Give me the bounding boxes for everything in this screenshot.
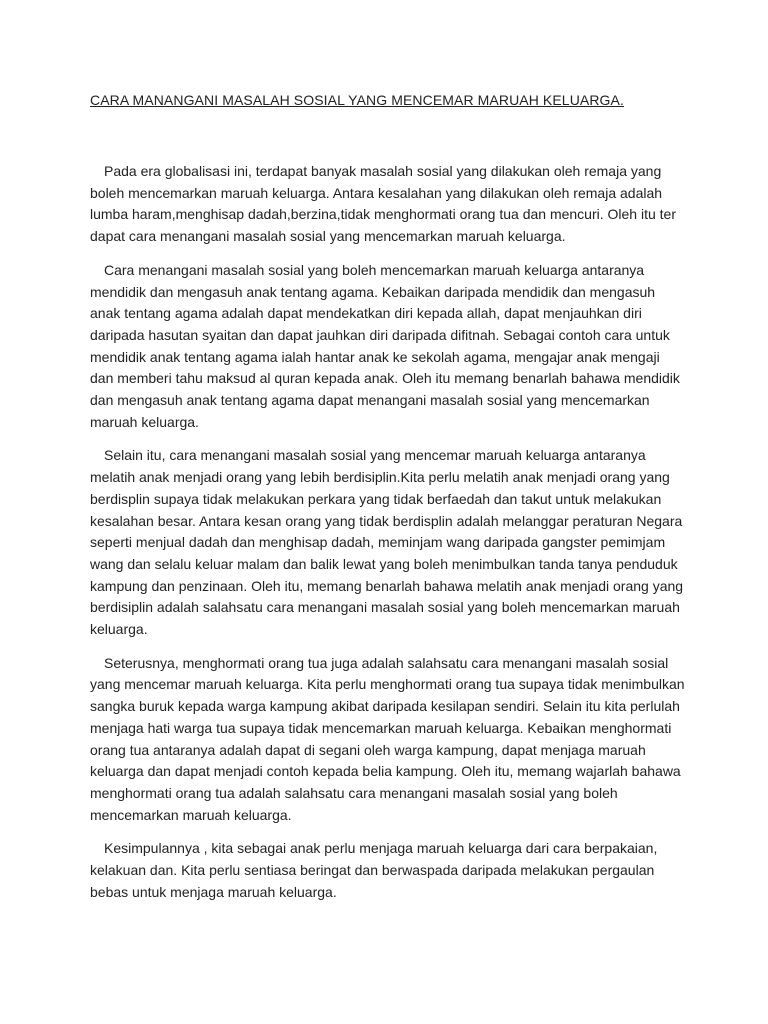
paragraph-religious-education: Cara menangani masalah sosial yang boleh mencemarkan maruah keluarga antaranya mendidik dan mengasuh anak tentang agama. Kebaikan daripada mendidik dan mengasuh anak tentang agama adalah dapat mendekatkan diri kepada allah, dapat menjauhkan diri daripada hasutan syaitan dan dapat jauhkan diri daripada difitnah. Sebagai contoh cara untuk mendidik anak tentang agama ialah hantar anak ke sekolah agama, mengajar anak mengaji dan memberi tahu maksud al quran kepada anak. Oleh itu memang benarlah bahawa mendidik dan mengasuh anak tentang agama dapat menangani masalah sosial yang mencemarkan maruah keluarga. [90,261,680,430]
paragraph-discipline: Selain itu, cara menangani masalah sosial yang mencemar maruah keluarga antaranya melatih anak menjadi orang yang lebih berdisiplin.Kita perlu melatih anak menjadi orang yang berdisplin supaya tidak melakukan perkara yang tidak berfaedah dan takut untuk melakukan kesalahan besar. Antara kesan orang yang tidak berdisplin adalah melanggar peraturan Negara seperti menjual dadah dan menghisap dadah, meminjam wang daripada gangster pemimjam wang dan selalu keluar malam dan balik lewat yang boleh menimbulkan tanda tanya penduduk kampung dan penzinaan. Oleh itu, memang benarlah bahawa melatih anak menjadi orang yang berdisiplin adalah salahsatu cara menangani masalah sosial yang boleh mencemarkan maruah keluarga. [90,447,684,638]
document-body [90,161,686,916]
document-title: CARA MANANGANI MASALAH SOSIAL YANG MENCEMAR MARUAH KELUARGA. [90,92,624,108]
paragraph-respect-elders: Seterusnya, menghormati orang tua juga adalah salahsatu cara menangani masalah sosial yang mencemar maruah keluarga. Kita perlu menghormati orang tua supaya tidak menimbulkan sangka buruk kepada warga kampung akibat daripada kesilapan sendiri. Selain itu kita perlulah menjaga hati warga tua supaya tidak mencemarkan maruah keluarga. Kebaikan menghormati orang tua antaranya adalah dapat di segani oleh warga kampung, dapat menjaga maruah keluarga dan dapat menjadi contoh kepada belia kampung. Oleh itu, memang wajarlah bahawa menghormati orang tua adalah salahsatu cara menangani masalah sosial yang boleh mencemarkan maruah keluarga. [90,654,685,823]
paragraph-conclusion: Kesimpulannya , kita sebagai anak perlu menjaga maruah keluarga dari cara berpakaian, kelakuan dan. Kita perlu sentiasa beringat dan berwaspada daripada melakukan pergaulan bebas untuk menjaga maruah keluarga. [90,840,658,900]
paragraph-introduction: Pada era globalisasi ini, terdapat banyak masalah sosial yang dilakukan oleh remaja yang boleh mencemarkan maruah keluarga. Antara kesalahan yang dilakukan oleh remaja adalah lumba haram,menghisap dadah,berzina,tidak menghormati orang tua dan mencuri. Oleh itu ter dapat cara menangani masalah sosial yang mencemarkan maruah keluarga. [90,163,676,245]
